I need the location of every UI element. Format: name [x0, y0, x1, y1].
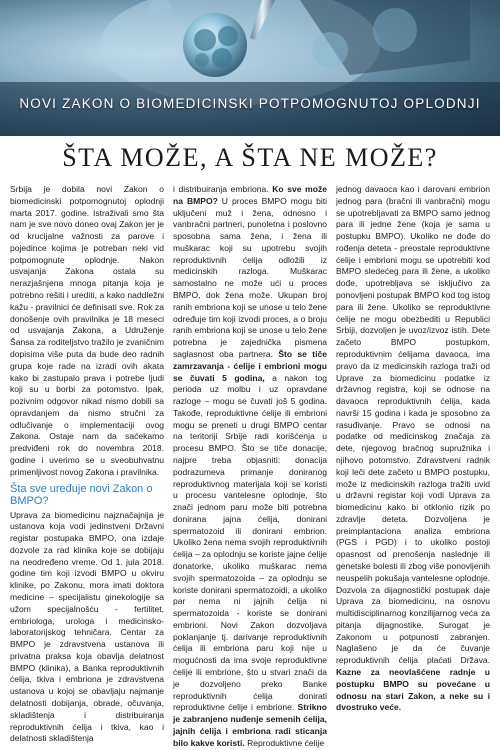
bold-text: Što se tiče zamrzavanja - ćelije i embrioni mogu se čuvati 5 godina,	[173, 348, 327, 383]
body-text: a nakon tog perioda uz molbu i uz opravdane razloge – mogu se čuvati još 5 godina. Takođe, reproduktivne ćelije ili embrioni mogu se preneti u drugi BMPO centar na teritoriji Srbije radi korišćenja u procesu BMPO. Što se tiče donacije, najpre treba objasniti: donacija podrazumeva primanje doniranog reproduktivnog materijala koji se koristi u procesu vantelesne oplodnje, što znači jednom paru može biti potrebna donirana jajna ćelija, donirani spermatozoid ili donirani embrion. Ukoliko žena nema svojih reproduktivnih ćelija – za oplodnju se koriste jajne ćelije donatorke, ukoliko muškarac nema svojih spermatozoida – za oplodnju se koriste donirani spermatozoidi, a ukoliko par nema ni jajnih ćelija ni spermatozoida - koriste se donirani embrioni. Novi Zakon dozvoljava poklanjanje tj. darivanje reproduktivnih ćelija ili embriona paru koji nije u mogućnosti da ima svoje reproduktivne ćelije ili embrione, što u stvari znači da je dozvoljeno preko Banke reproduktivnih ćelija donirati reproduktivne ćelije i embrione.	[173, 372, 327, 713]
hero-image	[0, 0, 500, 136]
body-paragraph	[173, 184, 327, 750]
body-paragraph	[336, 184, 490, 714]
body-text: jednog davaoca kao i darovani embrion jednog para (bračni ili vanbračni) mogu se upotrebljavati za BMPO samo jednog para ili jedne žene (koja je sama u postupku BMPO). Ukoliko ne dođe do rođenja deteta - preostale reproduktivne ćelije i embrioni mogu se upotrebiti kod BMPO sledećeg para ili žene, a ukoliko dođe, upotrebljava se isključivo za ponovljeni postupak BMPO kod tog istog para ili žene. Ukoliko se reproduktivne ćelije ne mogu obezbediti u Republici Srbiji, dozvoljen je uvoz/izvoz istih. Dete začeto BMPO postupkom, reproduktivnim ćelijama davaoca, ima pravo da iz medicinskih razloga traži od Uprave za biomedicinu podatke iz državnog registra, koji se odnose na davaoca reproduktivnih ćelija, kada navrši 15 godina i kada je sposobno za rasuđivanje. Pravo se odnosi na podatke od medicinskog značaja za dete, njegovog bračnog supružnika i njihovo potomstvo. Zdravstveni radnik koji leči dete začeto u BMPO postupku, može iz medicinskih razloga tražiti uvid u državni registar koji vodi Uprava za biomedicinu kako bi otklonio rizik po zdravlje deteta. Dozvoljena je preimplantaciona analiza embriona (PGS i PGD) i to ukoliko postoji opasnost od prenošenja naslednje ili genetske bolesti ili zbog više ponovljenih neuspelih pokušaja vantelesne oplodnje. Dozvola za dijagnostički postupak daje Uprava za biomedicinu, na osnovu multidisciplinarnog konzilijarnog veća za pitanja dijagnostike. Surogat je Zakonom u potpunosti zabranjen. Naglašeno je da će čuvanje reproduktivnih ćelija plaćati Država.	[336, 184, 490, 666]
section-subheading: Šta sve uređuje novi Zakon o BMPO?	[10, 482, 153, 508]
intro-paragraph: Srbija je dobila novi Zakon o biomedicinski potpomognutoj oplodnji marta 2017. godine. Istraživali smo šta nam je sve novo doneo ovaj Zakon jer je od krucijalne važnosti za parove i pojedince kojima je potreban neki vid potpomognute oplodnje. Nakon usvajanja Zakona ostala su nerazjašnjena mnoga pitanja koja je potrebno rešiti i urediti, a kako naddležni kažu - pravilnici će definisati sve. Rok za donošenje ovih pravilnika je 18 meseci od usvajanja Zakona, a Udruženje Šansa za roditeljstvo tražilo je zvaničnim dopisima više puta da bude deo radnih grupa koje rade na izradi ovih akata kako bi zastupalo prava i potrebe ljudi koji su u borbi za potomstvo. Ipak, pozivnim odgovor nikad nismo dobili sa opravdanjem da nismo stručni za odlučivanje o implementaciji ovog Zakona. Ostaje nam da saćekamo predviđeni rok do novembra 2018. godine i uverimo se u sveobuhvatnu primenljivost novog Zakona i pravilnika.	[10, 184, 164, 477]
bold-text: Ko sve može na BMPO?	[173, 184, 327, 206]
article-body	[10, 184, 490, 748]
body-text: U proces BMPO mogu biti uključeni muž i žena, odnosno i vanbračni partneri, punoletna i poslovno sposobna sama žena, i žena ili muškarac koji su upotrebu svojih reproduktivnih ćelija odložili iz medicinskih razloga. Muškarac samostalno ne može ući u proces BMPO, dok žena može. Ukupan broj ranih embriona koji se unose u telo žene određuje tim koji izvodi proces, a o broju ranih embriona koji se unose u telo žene potrebna je zajednička pismena saglasnost oba partnera.	[173, 195, 327, 359]
kicker-title: NOVI ZAKON O BIOMEDICINSKI POTPOMOGNUTOJ OPLODNJI	[19, 96, 481, 111]
bold-text: Strikno je zabranjeno nuđenje semenih ćelija, jajnih ćelija i embriona radi sticanja bilo kakve koristi.	[173, 702, 327, 748]
article-column-2	[173, 184, 327, 748]
body-text: i distribuiranja embriona.	[173, 184, 269, 194]
article-column-1	[10, 184, 164, 744]
bold-text: Kazne za neovlašćene radnje u postupku BMPO su povećane u odnosu na stari Zakon, a neke su i dvostruko veće.	[336, 667, 490, 713]
page-title: ŠTA MOŽE, A ŠTA NE MOŽE?	[62, 143, 438, 172]
microscope-pipette-embryo-image	[0, 0, 500, 136]
article-column-3	[336, 184, 490, 713]
body-text: Reproduktivne ćelije	[247, 737, 325, 748]
body-paragraph: Uprava za biomedicinu najznačajnija je ustanova koja vodi jedinstveni Državni registar postupaka BMPO, ona izdaje dozvole za rad klinika koje se dobijaju na neodređeno vreme. Od 1. jula 2018. godine tim koji izvodi BMPO u okviru klinike, po Zakonu, mora imati doktora medicine – specijalistu ginekologije sa užom specijalnošću - fertilitet, embriologa, urologa i medicinsko-laboratorijskog tehničara. Centar za BMPO je zdravstvena ustanova ili privatna praksa koja obavlja delatnost BMPO (klinika), a Banka reproduktivnih ćelija, tkiva i embriona je zdravstvena ustanova u kojoj se obavljaju najmanje delatnosti dobijanja, obrade, očuvanja, skladištenja i distribuiranja reproduktivnih ćelija i tkiva, kao i delatnosti skladištenja	[10, 509, 164, 744]
